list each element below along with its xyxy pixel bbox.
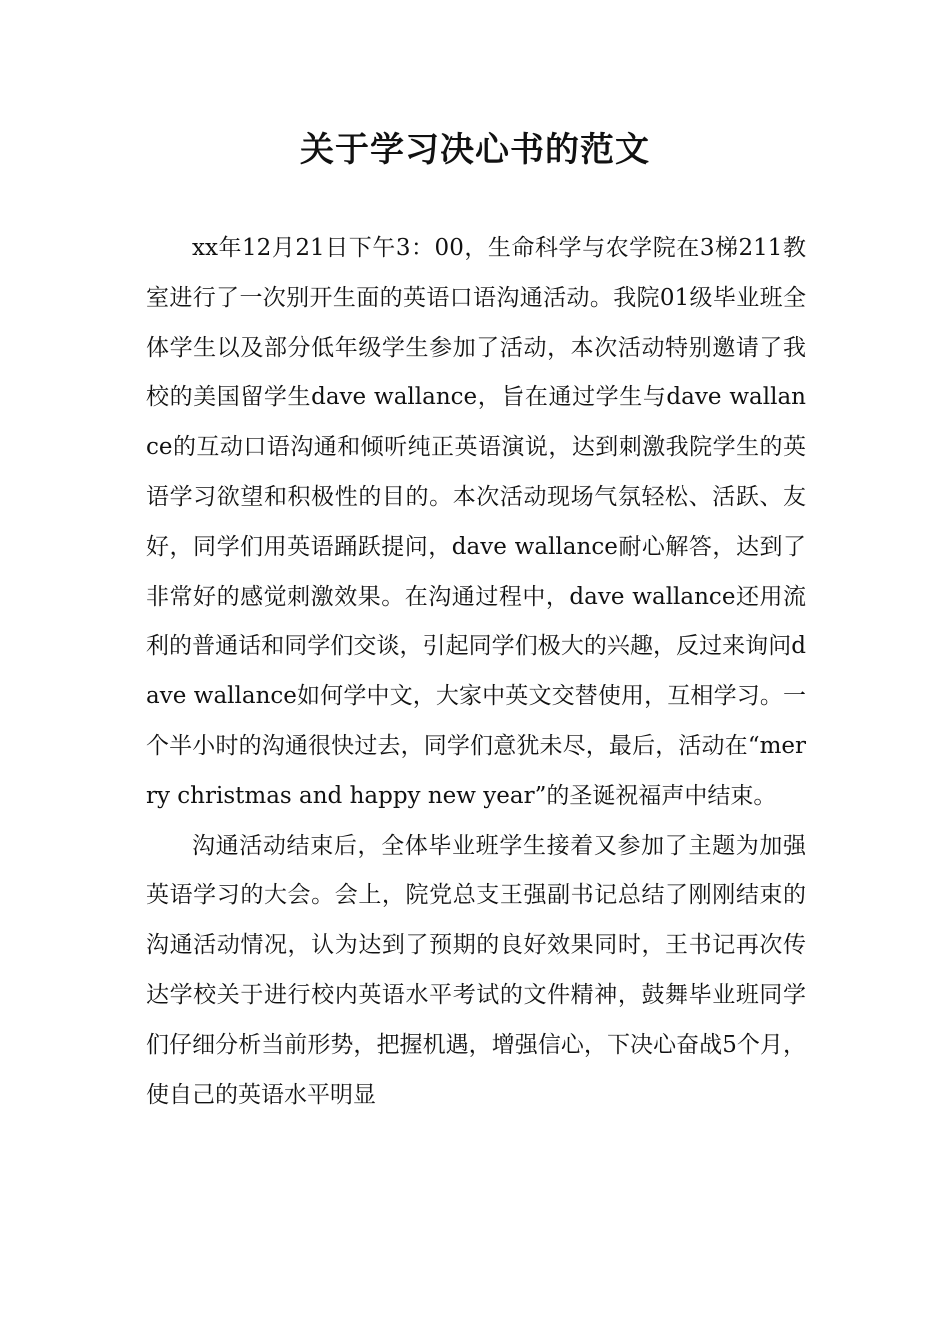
paragraph-graduating-class-meeting: 沟通活动结束后，全体毕业班学生接着又参加了主题为加强英语学习的大会。会上，院党总支王强副书记总结了刚刚结束的沟通活动情况，认为达到了预期的良好效果同时，王书记再次传达学校关于进行校内英语水平考试的文件精神，鼓舞毕业班同学们仔细分析当前形势，把握机遇，增强信心，下决心奋战5个月，使自己的英语水平明显 <box>146 832 806 1108</box>
paragraph-activity-report: xx年12月21日下午3：00，生命科学与农学院在3梯211教室进行了一次别开生面的英语口语沟通活动。我院01级毕业班全体学生以及部分低年级学生参加了活动，本次活动特别邀请了我校的美国留学生dave wallance，旨在通过学生与dave wallance的互动口语沟通和倾听纯正英语演说，达到刺激我院学生的英语学习欲望和积极性的目的。本次活动现场气氛轻松、活跃、友好，同学们用英语踊跃提问，dave wallance耐心解答，达到了非常好的感觉刺激效果。在沟通过程中，dave wallance还用流利的普通话和同学们交谈，引起同学们极大的兴趣，反过来询问dave wallance如何学中文，大家中英文交替使用，互相学习。一个半小时的沟通很快过去，同学们意犹未尽，最后，活动在“merry christmas and happy new year”的圣诞祝福声中结束。 <box>146 235 806 809</box>
document-body <box>146 224 806 1120</box>
document-title: 关于学习决心书的范文 <box>300 130 650 170</box>
